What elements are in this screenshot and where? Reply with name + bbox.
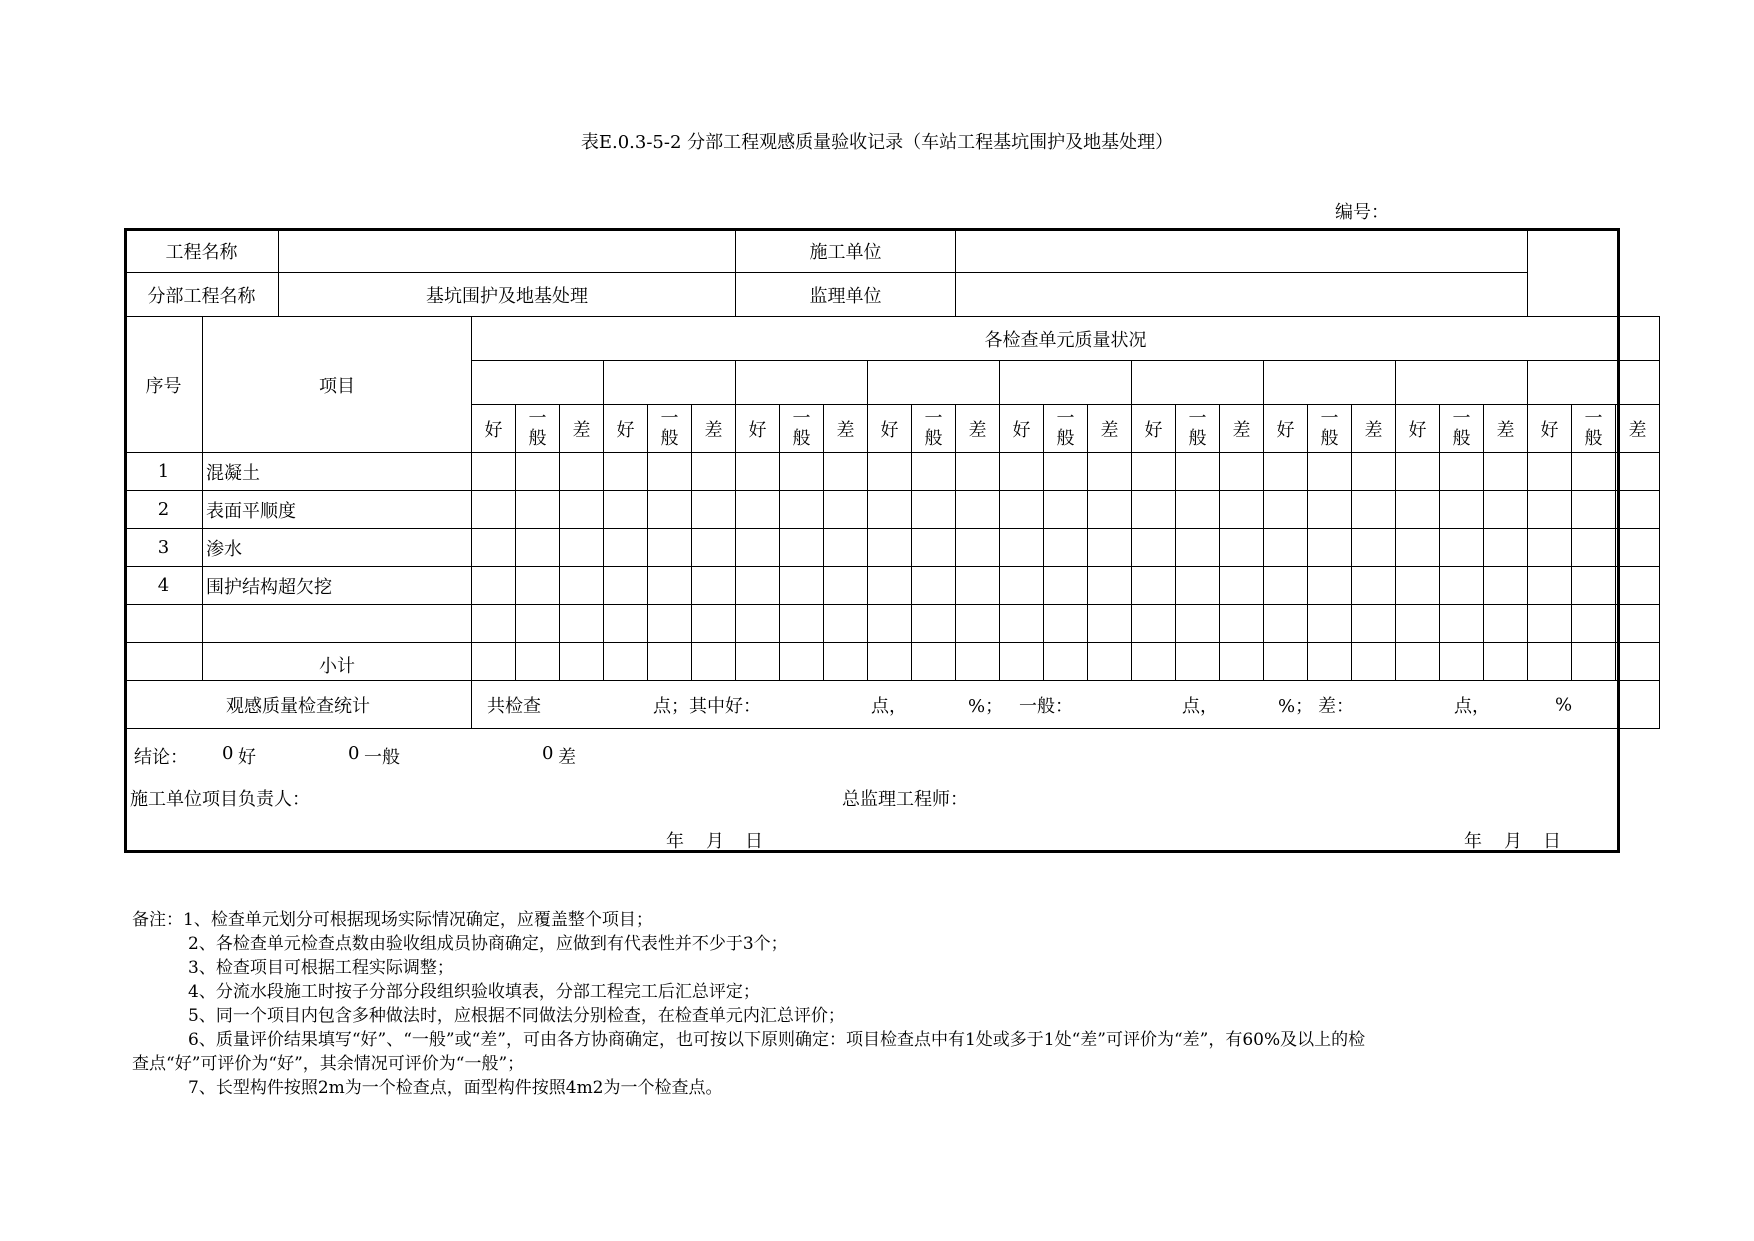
contractor-signer-label: 施工单位项目负责人：: [130, 789, 310, 810]
stats-points1: 点，: [871, 695, 907, 717]
grade-general-text: 一般: [1320, 407, 1339, 449]
grade-poor-header: 差: [824, 405, 868, 453]
grade-good-header: 好: [1000, 405, 1044, 453]
grade-cell[interactable]: [1616, 453, 1660, 491]
table-outer-border: [124, 228, 1620, 853]
grade-poor-header: 差: [560, 405, 604, 453]
note-line: 7、长型构件按照2m为一个检查点，面型构件按照4m2为一个检查点。: [188, 1078, 723, 1098]
grade-general-text: 一般: [792, 407, 811, 449]
note-line: 6、质量评价结果填写“好”、“一般”或“差”，可由各方协商确定，也可按以下原则确定：项目检查点中有1处或多于1处“差”可评价为“差”，有60%及以上的检: [188, 1030, 1366, 1050]
supervisor-signer-label: 总监理工程师：: [842, 789, 968, 810]
note-line: 2、各检查单元检查点数由验收组成员协商确定，应做到有代表性并不少于3个；: [188, 934, 788, 954]
notes-section: [132, 908, 1624, 1100]
item-no: 1: [125, 453, 203, 491]
item-name: 混凝土: [203, 453, 472, 491]
grade-poor-header: 差: [692, 405, 736, 453]
stats-points2: 点，: [1182, 695, 1218, 717]
grade-general-text: 一般: [528, 407, 547, 449]
construction-unit-label: 施工单位: [736, 229, 956, 273]
grade-poor-header: 差: [956, 405, 1000, 453]
conclusion-label: 结论：: [134, 747, 188, 768]
conclusion-good-count: 0: [222, 743, 234, 764]
units-quality-header: 各检查单元质量状况: [472, 317, 1660, 361]
grade-good-header: 好: [1264, 405, 1308, 453]
stats-pct2: %；: [1278, 695, 1314, 717]
conclusion-poor-label: 差: [558, 747, 576, 768]
grade-good-header: 好: [1132, 405, 1176, 453]
seq-header: 序号: [125, 317, 203, 453]
grade-good-header: 好: [604, 405, 648, 453]
stats-points3: 点，: [1454, 695, 1490, 717]
grade-general-text: 一般: [1188, 407, 1207, 449]
note-line: 5、同一个项目内包含多种做法时，应根据不同做法分别检查，在检查单元内汇总评价；: [188, 1006, 845, 1026]
grade-cell[interactable]: [1616, 567, 1660, 605]
grade-general-text: 一般: [1584, 407, 1603, 449]
grade-cell[interactable]: [1616, 643, 1660, 681]
form-title: 表E.0.3-5-2 分部工程观感质量验收记录（车站工程基坑围护及地基处理）: [580, 132, 1174, 153]
supervisor-date-day: 日: [1543, 831, 1561, 852]
supervisor-date-year: 年: [1464, 831, 1482, 852]
note-line: 查点“好”可评价为“好”，其余情况可评价为“一般”；: [132, 1054, 525, 1074]
sub-project-name-field[interactable]: 基坑围护及地基处理: [279, 273, 736, 317]
conclusion-general-count: 0: [348, 743, 360, 764]
grade-good-header: 好: [736, 405, 780, 453]
stats-good-label: 点；其中好：: [653, 695, 761, 717]
stats-poor-label: 差：: [1318, 695, 1354, 717]
grade-cell[interactable]: [1616, 605, 1660, 643]
supervision-unit-label: 监理单位: [736, 273, 956, 317]
subtotal-label: 小计: [203, 643, 472, 681]
grade-cell[interactable]: [1616, 529, 1660, 567]
supervisor-date-month: 月: [1504, 831, 1522, 852]
grade-poor-header: 差: [1088, 405, 1132, 453]
item-name: 表面平顺度: [203, 491, 472, 529]
stats-label: 观感质量检查统计: [125, 681, 472, 729]
conclusion-good-label: 好: [238, 747, 256, 768]
grade-poor-header: 差: [1616, 405, 1660, 453]
conclusion-poor-count: 0: [542, 743, 554, 764]
sub-project-name-label: 分部工程名称: [125, 273, 279, 317]
item-name: 围护结构超欠挖: [203, 567, 472, 605]
project-name-label: 工程名称: [125, 229, 279, 273]
grade-good-header: 好: [472, 405, 516, 453]
conclusion-general-label: 一般: [364, 747, 400, 768]
grade-poor-header: 差: [1220, 405, 1264, 453]
grade-poor-header: 差: [1484, 405, 1528, 453]
contractor-date-month: 月: [706, 831, 724, 852]
stats-pct1: %；: [968, 695, 1004, 717]
grade-poor-header: 差: [1352, 405, 1396, 453]
grade-cell[interactable]: [1616, 491, 1660, 529]
contractor-date-year: 年: [666, 831, 684, 852]
item-no: 4: [125, 567, 203, 605]
stats-total-prefix: 共检查: [487, 695, 541, 717]
note-line: 3、检查项目可根据工程实际调整；: [188, 958, 454, 978]
grade-good-header: 好: [1396, 405, 1440, 453]
note-line: 4、分流水段施工时按子分部分段组织验收填表，分部工程完工后汇总评定；: [188, 982, 760, 1002]
grade-good-header: 好: [1528, 405, 1572, 453]
doc-no-label: 编号：: [1335, 202, 1389, 223]
grade-general-text: 一般: [660, 407, 679, 449]
grade-good-header: 好: [868, 405, 912, 453]
contractor-date-day: 日: [745, 831, 763, 852]
stats-general-label: 一般：: [1019, 695, 1073, 717]
item-no: 3: [125, 529, 203, 567]
grade-general-text: 一般: [1452, 407, 1471, 449]
item-no: 2: [125, 491, 203, 529]
item-name: 渗水: [203, 529, 472, 567]
grade-general-text: 一般: [1056, 407, 1075, 449]
stats-pct3: %: [1555, 694, 1573, 715]
note-line: 备注：1、检查单元划分可根据现场实际情况确定，应覆盖整个项目；: [132, 910, 653, 930]
grade-general-text: 一般: [924, 407, 943, 449]
item-header: 项目: [203, 317, 472, 453]
